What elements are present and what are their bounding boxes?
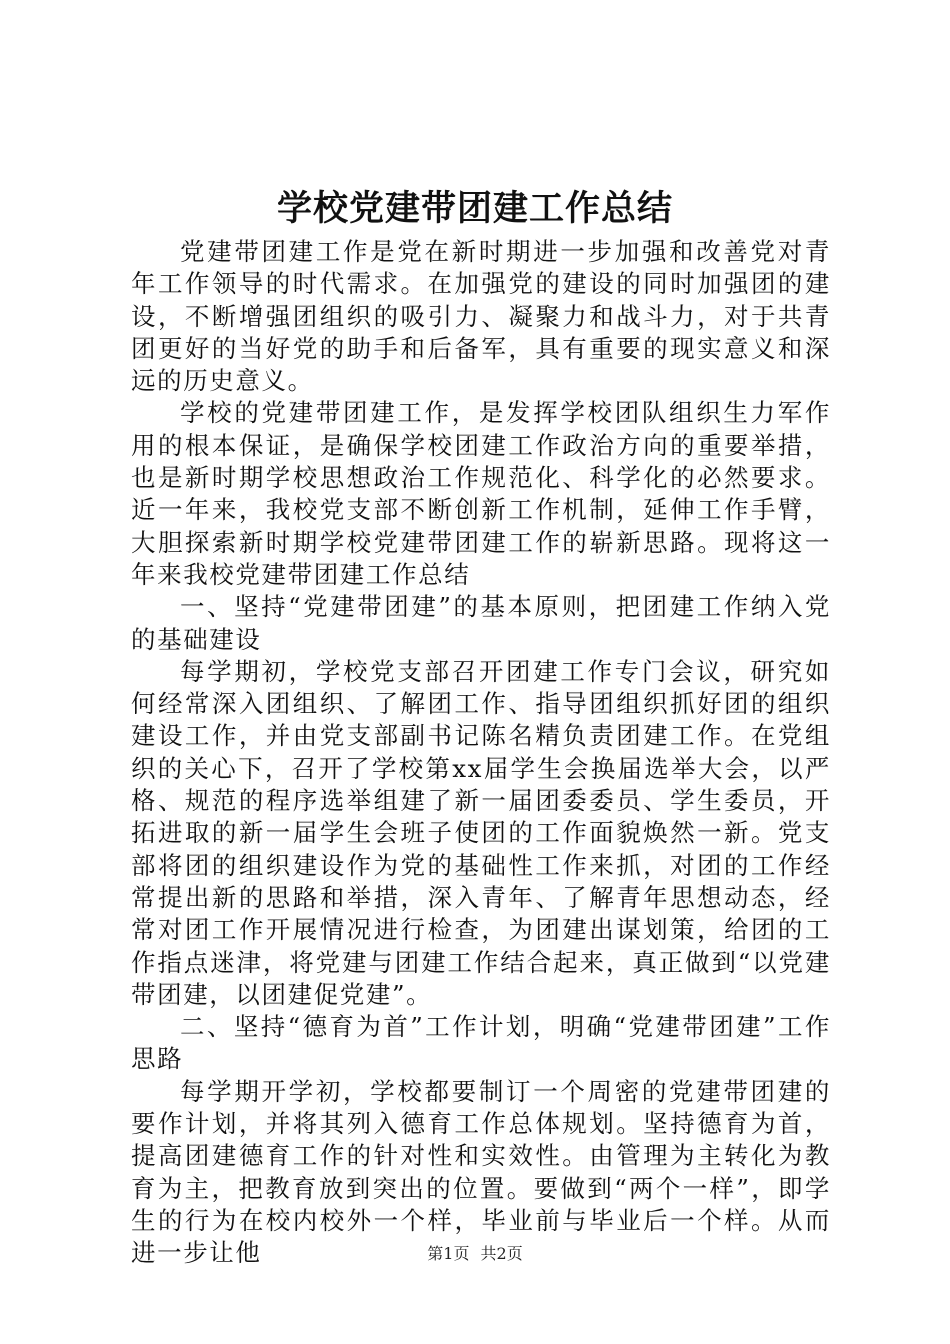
paragraph-section-2: 每学期开学初，学校都要制订一个周密的党建带团建的要作计划，并将其列入德育工作总体规划。坚持德育为首，提高团建德育工作的针对性和实效性。由管理为主转化为教育为主，把教育放到突出的位置。要做到“两个一样”，即学生的行为在校内校外一个样，毕业前与毕业后一个样。从而进一步让他 xyxy=(131,1076,831,1268)
paragraph-overview: 学校的党建带团建工作，是发挥学校团队组织生力军作用的根本保证，是确保学校团建工作政治方向的重要举措，也是新时期学校思想政治工作规范化、科学化的必然要求。近一年来，我校党支部不断创新工作机制，延伸工作手臂，大胆探索新时期学校党建带团建工作的崭新思路。现将这一年来我校党建带团建工作总结 xyxy=(131,398,831,589)
paragraph-section-1: 每学期初，学校党支部召开团建工作专门会议，研究如何经常深入团组织、了解团工作、指导团组织抓好团的组织建设工作，并由党支部副书记陈名精负责团建工作。在党组织的关心下，召开了学校第xx届学生会换届选举大会，以严格、规范的程序选举组建了新一届团委委员、学生委员，开拓进取的新一届学生会班子使团的工作面貌焕然一新。党支部将团的组织建设作为党的基础性工作来抓，对团的工作经常提出新的思路和举措，深入青年、了解青年思想动态，经常对团工作开展情况进行检查，为团建出谋划策，给团的工作指点迷津，将党建与团建工作结合起来，真正做到“以党建带团建，以团建促党建”。 xyxy=(131,656,831,1009)
document-body xyxy=(131,236,831,1270)
section-heading-2: 二、坚持“德育为首”工作计划，明确“党建带团建”工作思路 xyxy=(131,1012,831,1074)
section-heading-1: 一、坚持“党建带团建”的基本原则，把团建工作纳入党的基础建设 xyxy=(131,592,831,654)
page-number: 第1页 xyxy=(427,1244,470,1263)
page-total: 共2页 xyxy=(480,1244,523,1263)
document-title: 学校党建带团建工作总结 xyxy=(276,188,673,229)
page-footer xyxy=(0,1244,950,1264)
paragraph-intro: 党建带团建工作是党在新时期进一步加强和改善党对青年工作领导的时代需求。在加强党的建设的同时加强团的建设，不断增强团组织的吸引力、凝聚力和战斗力，对于共青团更好的当好党的助手和后备军，具有重要的现实意义和深远的历史意义。 xyxy=(131,237,831,396)
